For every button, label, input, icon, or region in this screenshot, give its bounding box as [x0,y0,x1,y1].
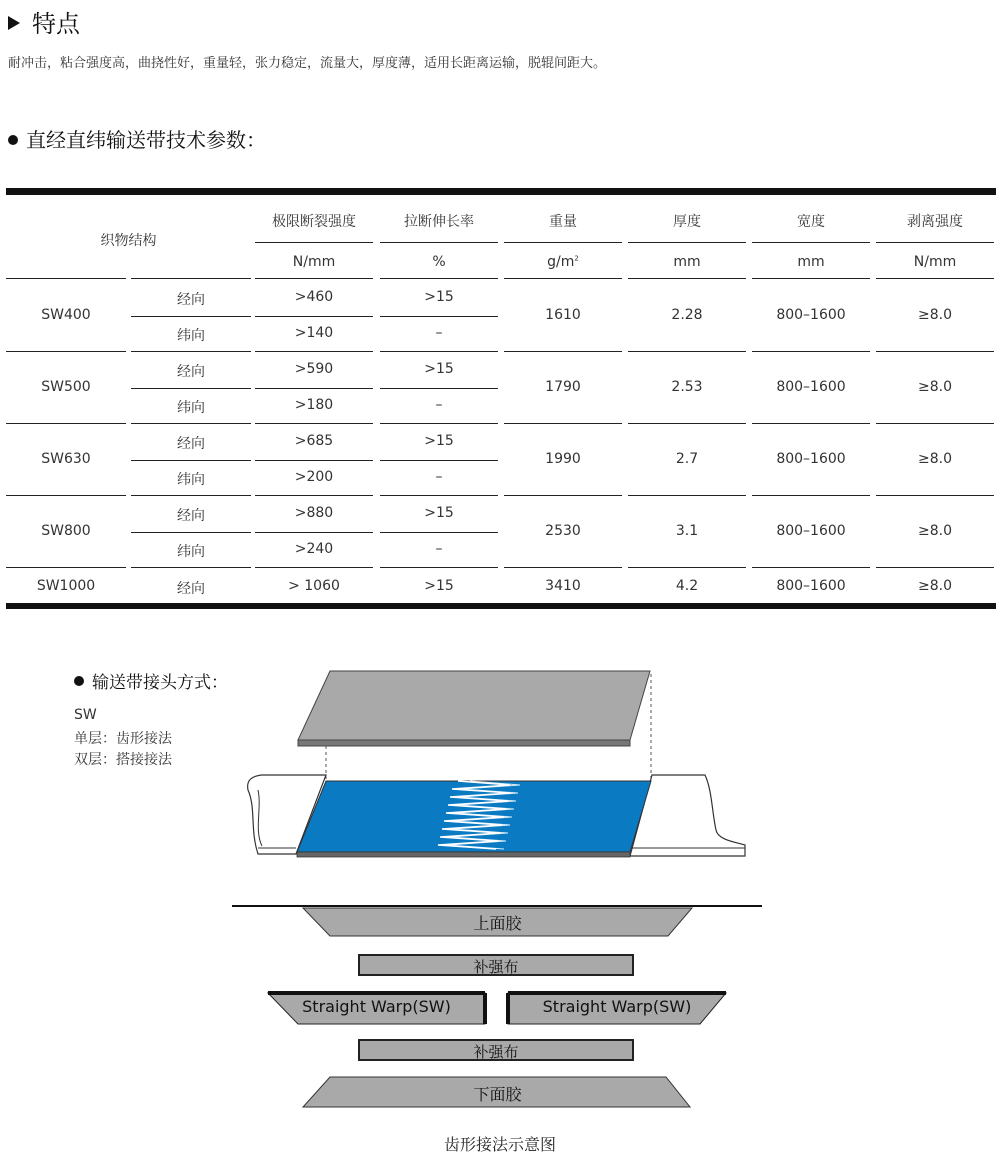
header-weight: 重量 [549,214,577,230]
sw-right-label: Straight Warp(SW) [542,997,692,1016]
row-thickness: 3.1 [675,523,699,539]
header-divider [255,242,373,243]
row-weft-label: 纬向 [177,400,205,416]
header-bottom-rule [628,278,746,279]
row-divider [255,423,373,424]
row-divider [255,567,373,568]
row-weft-strength: >200 [294,469,334,485]
header-divider [504,242,622,243]
row-warp-elong: >15 [424,361,454,377]
row-width: 800–1600 [776,451,846,467]
row-model: SW400 [41,307,91,323]
row-inner-divider [255,460,373,461]
row-inner-divider [131,316,251,317]
row-weft-elong: – [435,541,443,557]
row-weft-strength: >240 [294,541,334,557]
row-thickness: 2.28 [671,307,703,323]
table-bottom-rule [6,603,996,609]
row-peel: ≥8.0 [918,451,952,467]
row-divider [131,423,251,424]
row-divider [876,423,994,424]
row-divider [752,423,870,424]
row-divider [752,495,870,496]
row-divider [876,351,994,352]
row-divider [628,351,746,352]
row-warp-elong: >15 [424,505,454,521]
row-weft-strength: >180 [294,397,334,413]
row-divider [504,423,622,424]
row-divider [628,495,746,496]
header-peel: 剥离强度 [907,214,963,230]
row-divider [6,495,126,496]
row-weft-strength: >140 [294,325,334,341]
row-warp-label: 经向 [177,436,205,452]
row-divider [380,495,498,496]
header-divider [752,242,870,243]
row-weft-label: 纬向 [177,472,205,488]
row-divider [6,423,126,424]
row-divider [504,351,622,352]
row-warp-label: 经向 [177,292,205,308]
header-bottom-rule [255,278,373,279]
row-width: 800–1600 [776,578,846,594]
row-divider [6,351,126,352]
bullet-icon [8,135,18,145]
cover-sheet-edge [298,740,630,746]
triangle-bullet-icon [8,16,20,30]
row-weft-elong: – [435,469,443,485]
row-model: SW800 [41,523,91,539]
row-weight: 1790 [545,379,581,395]
row-width: 800–1600 [776,307,846,323]
row-inner-divider [255,388,373,389]
header-bottom-rule [131,278,251,279]
row-divider [876,495,994,496]
row-weight: 3410 [545,578,581,594]
header-bottom-rule [504,278,622,279]
row-divider [628,567,746,568]
row-divider [255,351,373,352]
features-heading: 特点 [8,4,80,39]
row-inner-divider [255,316,373,317]
belt-joint-illustration [0,660,1000,870]
row-divider [380,423,498,424]
row-divider [504,495,622,496]
unit-elongation: % [432,254,446,270]
cover-sheet [298,671,650,740]
row-peel: ≥8.0 [918,307,952,323]
row-model: SW630 [41,451,91,467]
row-warp-elong: >15 [424,433,454,449]
top-rubber-label: 上面胶 [473,914,522,933]
row-divider [628,423,746,424]
row-inner-divider [380,316,498,317]
sw-left-label: Straight Warp(SW) [302,997,451,1016]
row-warp-elong: >15 [424,289,454,305]
row-peel: ≥8.0 [918,523,952,539]
row-warp-label: 经向 [177,508,205,524]
row-inner-divider [255,532,373,533]
row-divider [131,567,251,568]
header-divider [628,242,746,243]
row-direction: 经向 [177,581,205,597]
row-divider [380,567,498,568]
joint-heading: 输送带接头方式： [74,668,228,693]
row-divider [504,567,622,568]
row-peel: ≥8.0 [918,578,952,594]
row-divider [380,351,498,352]
row-inner-divider [131,460,251,461]
bottom-rubber-label: 下面胶 [473,1085,522,1104]
header-bottom-rule [752,278,870,279]
row-model: SW500 [41,379,91,395]
row-divider [876,567,994,568]
row-weight: 1990 [545,451,581,467]
row-weight: 2530 [545,523,581,539]
row-inner-divider [380,460,498,461]
header-elongation: 拉断伸长率 [404,214,474,230]
reinforce-bottom-label: 补强布 [473,1043,519,1061]
features-text: 耐冲击，粘合强度高，曲挠性好，重量轻，张力稳定，流量大，厚度薄，适用长距离运输，脱辊间距大。 [8,56,607,71]
row-divider [752,567,870,568]
row-weft-elong: – [435,325,443,341]
table-top-rule [6,188,996,195]
row-thickness: 4.2 [675,578,699,594]
unit-breaking: N/mm [292,254,336,270]
row-warp-strength: >590 [294,361,334,377]
joint-note-double: 双层：搭接接法 [74,752,172,768]
row-inner-divider [131,532,251,533]
header-bottom-rule [380,278,498,279]
header-thickness: 厚度 [673,214,701,230]
splice-area [297,781,651,852]
unit-weight: $g/m^2$ [547,254,579,270]
header-bottom-rule [6,278,126,279]
row-thickness: 2.7 [675,451,699,467]
row-divider [752,351,870,352]
unit-width: mm [797,254,825,270]
row-weft-label: 纬向 [177,544,205,560]
row-inner-divider [380,388,498,389]
row-weft-elong: – [435,397,443,413]
diagram-caption: 齿形接法示意图 [443,1135,556,1154]
row-warp-strength: >880 [294,505,334,521]
splice-area-edge [297,852,630,857]
unit-thickness: mm [673,254,701,270]
row-width: 800–1600 [776,523,846,539]
row-warp-label: 经向 [177,364,205,380]
row-elongation: >15 [424,578,454,594]
params-heading: 直经直纬输送带技术参数： [8,124,266,153]
row-divider [6,567,126,568]
row-weft-label: 纬向 [177,328,205,344]
row-strength: > 1060 [288,578,340,594]
header-structure: 织物结构 [100,233,157,249]
row-weight: 1610 [545,307,581,323]
header-breaking: 极限断裂强度 [272,214,356,230]
row-warp-strength: >460 [294,289,334,305]
reinforce-top-label: 补强布 [473,958,519,976]
header-bottom-rule [876,278,994,279]
joint-note-sw: SW [74,707,97,723]
row-peel: ≥8.0 [918,379,952,395]
row-inner-divider [380,532,498,533]
unit-peel: N/mm [913,254,957,270]
row-inner-divider [131,388,251,389]
row-model: SW1000 [36,578,96,594]
row-divider [255,495,373,496]
row-warp-strength: >685 [294,433,334,449]
row-width: 800–1600 [776,379,846,395]
header-width: 宽度 [797,214,825,230]
header-divider [380,242,498,243]
header-divider [876,242,994,243]
row-divider [131,495,251,496]
joint-note-single: 单层：齿形接法 [74,731,172,747]
row-divider [131,351,251,352]
row-thickness: 2.53 [671,379,703,395]
